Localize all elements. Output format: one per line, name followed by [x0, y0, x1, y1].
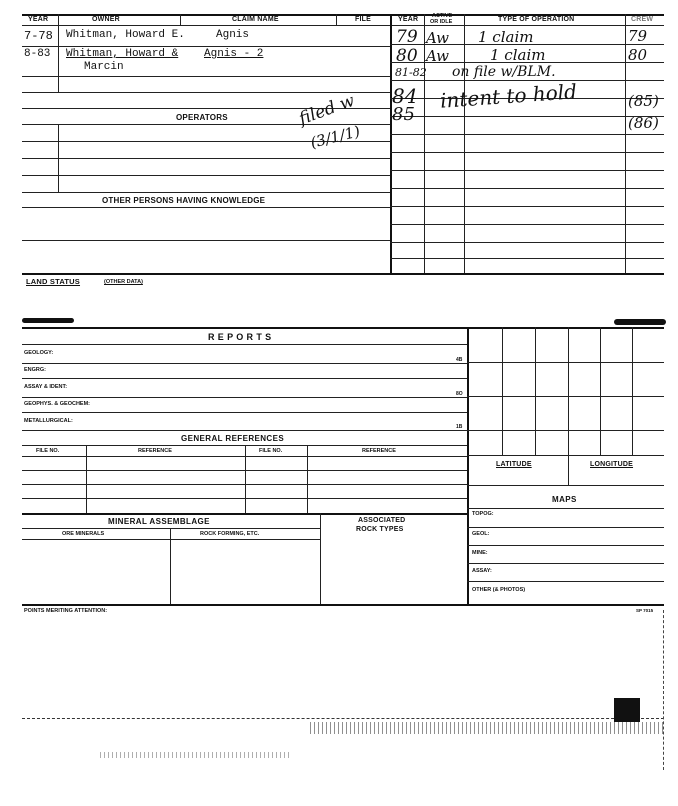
reports-title: R E P O R T S — [208, 332, 272, 342]
points-meriting-attention-label: POINTS MERITING ATTENTION: — [24, 608, 108, 614]
report-label: ENGRG: — [24, 367, 46, 373]
activity-crew: (86) — [628, 114, 659, 132]
activity-crew: 79 — [628, 27, 648, 45]
or-idle-header: OR IDLE — [430, 19, 453, 25]
report-label: GEOPHYS. & GEOCHEM: — [24, 401, 91, 407]
owner-name: Whitman, Howard E. — [66, 29, 185, 41]
binder-mark — [614, 319, 666, 325]
activity-year: 80 — [396, 46, 418, 66]
maps-row: OTHER (& PHOTOS) — [472, 587, 526, 593]
rock-types-label: ROCK TYPES — [356, 526, 404, 533]
activity-year: 84 — [392, 84, 418, 108]
report-label: GEOLOGY: — [24, 350, 54, 356]
owner-name: Marcin — [84, 61, 124, 73]
activity-year: 85 — [392, 104, 415, 125]
operators-label: OPERATORS — [176, 113, 228, 122]
activity-operation: 1 claim — [478, 28, 534, 46]
year-header: YEAR — [28, 16, 49, 23]
report-num: 1B — [456, 424, 463, 430]
general-references-title: GENERAL REFERENCES — [181, 434, 285, 443]
report-num: 8O — [456, 391, 463, 397]
maps-row: ASSAY: — [472, 568, 492, 574]
reference-header-2: REFERENCE — [362, 448, 396, 454]
claim-name: Agnis - 2 — [204, 48, 264, 60]
report-label: ASSAY & IDENT: — [24, 384, 68, 390]
land-status-label: LAND STATUS — [26, 277, 81, 286]
scan-edge-line — [22, 718, 664, 719]
scan-noise — [310, 722, 664, 734]
file-no-header: FILE NO. — [36, 448, 60, 454]
land-status-sub: (OTHER DATA) — [104, 279, 143, 285]
mineral-assemblage-title: MINERAL ASSEMBLAGE — [108, 517, 210, 526]
type-of-operation-header: TYPE OF OPERATION — [498, 16, 575, 23]
report-num: 4B — [456, 357, 463, 363]
maps-row: TOPOG: — [472, 511, 494, 517]
crew-header: CREW — [631, 16, 654, 23]
year-header-right: YEAR — [398, 16, 419, 23]
owner-year: 8-83 — [24, 48, 51, 60]
claim-name: Agnis — [216, 29, 250, 41]
file-header: FILE — [355, 16, 371, 23]
scan-edge-line — [663, 610, 664, 770]
activity-operation: on file w/BLM. — [452, 64, 556, 80]
activity-crew: (85) — [628, 92, 659, 110]
claim-name-header: CLAIM NAME — [232, 16, 279, 23]
activity-operation: intent to hold — [439, 79, 578, 113]
other-persons-label: OTHER PERSONS HAVING KNOWLEDGE — [102, 196, 266, 205]
scan-noise — [100, 752, 290, 758]
maps-row: GEOL: — [472, 531, 490, 537]
activity-crew: 80 — [628, 46, 648, 64]
file-note-date: (3/1/1) — [308, 122, 362, 152]
activity-year: 79 — [396, 27, 418, 47]
report-label: METALLURGICAL: — [24, 418, 73, 424]
maps-title: MAPS — [552, 495, 577, 504]
owner-year: 7-78 — [24, 29, 53, 43]
activity-year: 81-82 — [395, 66, 427, 79]
reference-header: REFERENCE — [138, 448, 172, 454]
file-no-header-2: FILE NO. — [259, 448, 283, 454]
binder-mark — [22, 318, 74, 323]
rock-forming-header: ROCK FORMING, ETC. — [200, 531, 260, 537]
active-header: ACTIVE — [432, 13, 453, 19]
longitude-label: LONGITUDE — [590, 461, 634, 468]
associated-label: ASSOCIATED — [358, 517, 406, 524]
scan-mark — [614, 698, 640, 722]
ore-minerals-header: ORE MINERALS — [62, 531, 105, 537]
latitude-label: LATITUDE — [496, 461, 532, 468]
form-number: SP 7015 — [636, 608, 654, 613]
owner-header: OWNER — [92, 16, 120, 23]
activity-operation: 1 claim — [490, 46, 546, 64]
activity-status: Aw — [426, 47, 449, 65]
owner-name: Whitman, Howard & — [66, 48, 179, 60]
maps-row: MINE: — [472, 550, 488, 556]
activity-status: Aw — [426, 29, 449, 47]
file-note: filed w — [296, 90, 358, 130]
